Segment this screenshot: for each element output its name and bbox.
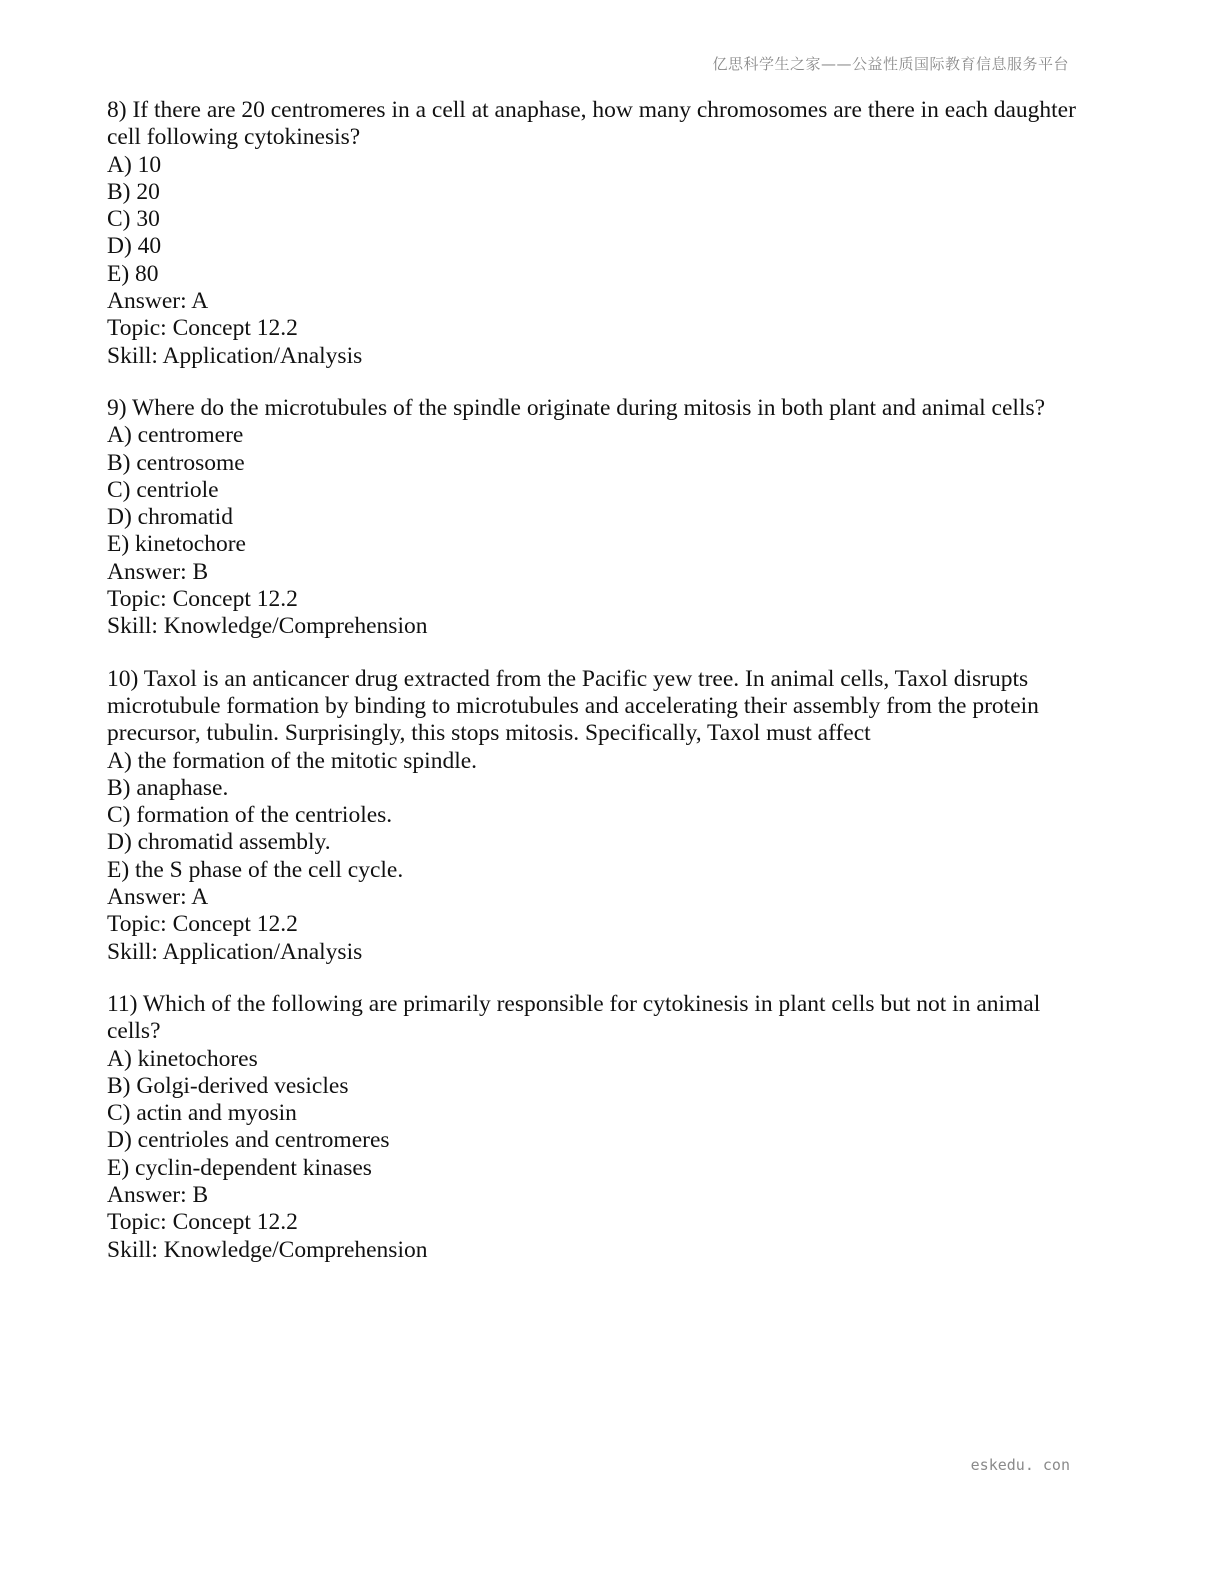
question-9 [107,395,1097,641]
question-8 [107,97,1097,370]
question-11 [107,991,1097,1264]
question-10 [107,666,1097,966]
option-b: B) Golgi-derived vesicles [107,1072,349,1099]
topic: Topic: Concept 12.2 [107,911,298,938]
answer: Answer: A [107,884,209,911]
option-e: E) kinetochore [107,531,246,558]
topic: Topic: Concept 12.2 [107,586,298,613]
question-stem: 9) Where do the microtubules of the spindle originate during mitosis in both plant and animal cells? [107,394,1046,421]
option-d: D) 40 [107,233,162,260]
option-a: A) kinetochores [107,1045,258,1072]
question-stem: 8) If there are 20 centromeres in a cell at anaphase, how many chromosomes are there in each daughter cell following cytokinesis? [107,97,1076,151]
page-footer: eskedu. con [970,1456,1070,1474]
skill: Skill: Knowledge/Comprehension [107,1236,428,1263]
skill: Skill: Knowledge/Comprehension [107,613,428,640]
option-c: C) formation of the centrioles. [107,802,393,829]
option-d: D) chromatid assembly. [107,829,331,856]
option-e: E) 80 [107,260,159,287]
option-c: C) 30 [107,206,160,233]
option-e: E) the S phase of the cell cycle. [107,856,404,883]
option-b: B) anaphase. [107,774,229,801]
answer: Answer: B [107,558,209,585]
option-c: C) centriole [107,476,219,503]
page-header: 亿思科学生之家——公益性质国际教育信息服务平台 [712,55,1069,73]
option-b: B) centrosome [107,449,245,476]
option-a: A) 10 [107,151,162,178]
option-d: D) chromatid [107,504,233,531]
topic: Topic: Concept 12.2 [107,1209,298,1236]
option-d: D) centrioles and centromeres [107,1127,390,1154]
question-stem: 11) Which of the following are primarily responsible for cytokinesis in plant cells but not in animal cells? [107,990,1041,1045]
question-list [107,97,1097,1289]
question-stem: 10) Taxol is an anticancer drug extracted from the Pacific yew tree. In animal cells, Taxol disrupts microtubule formation by binding to microtubules and accelerating their assembly from the protein precursor, tubulin. Surprisingly, this stops mitosis. Specifically, Taxol must affect [107,665,1039,747]
option-b: B) 20 [107,178,160,205]
answer: Answer: A [107,288,209,315]
option-a: A) the formation of the mitotic spindle. [107,747,478,774]
topic: Topic: Concept 12.2 [107,315,298,342]
skill: Skill: Application/Analysis [107,938,363,965]
option-a: A) centromere [107,422,244,449]
skill: Skill: Application/Analysis [107,342,363,369]
option-e: E) cyclin-dependent kinases [107,1154,372,1181]
option-c: C) actin and myosin [107,1100,297,1127]
answer: Answer: B [107,1181,209,1208]
